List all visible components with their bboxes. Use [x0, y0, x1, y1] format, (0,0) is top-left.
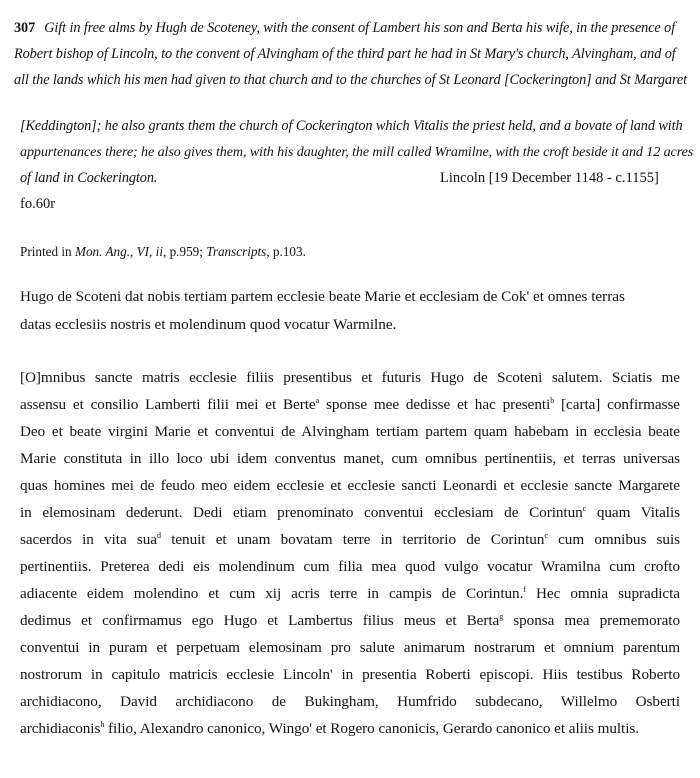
- charter-heading-line-1: 307 Gift in free alms by Hugh de Scoteney, with the consent of Lambert his son and Berta his wife, in the presence of: [14, 20, 676, 36]
- charter-text-line-14: archidiaconis$^h$ filio, Alexandro canonico, Wingo' et Rogero canonicis, Gerardo canonico et aliis multis.: [20, 719, 640, 737]
- footnote-marker-a: a: [315, 395, 320, 405]
- summary-line-2: datas ecclesiis nostris et molendinum quod vocatur Warmilne.: [20, 316, 397, 333]
- charter-text-line-4: Marie constituta in illo loco ubi idem conventus manet, cum omnibus pertinentiis, et terras universas: [20, 450, 680, 467]
- footnote-marker-c2: c: [544, 530, 548, 540]
- charter-text-line-3: Deo et beate virgini Marie et conventui de Alvingham tertiam partem quam habebam in ecclesia beate: [20, 423, 680, 440]
- footnote-marker-d: d: [157, 530, 161, 540]
- summary-line-1: Hugo de Scoteni dat nobis tertiam partem ecclesie beate Marie et ecclesiam de Cok' et omnes terras: [20, 288, 625, 305]
- charter-number: 307: [14, 20, 36, 36]
- printed-in-note: Printed in Mon. Ang., VI, ii, p.959; Transcripts, p.103.: [20, 244, 306, 259]
- footnote-marker-h: h: [100, 719, 105, 729]
- charter-text-line-11: conventui in puram et perpetuam elemosinam pro salute animarum nostrarum et omnium parentum: [20, 639, 680, 656]
- charter-text-line-9: adiacente eidem molendino et cum xij acris terre in campis de Corintun.$^f$ Hec omnia supradicta: [20, 584, 680, 602]
- charter-text-line-7: sacerdos in vita sua$^d$ tenuit et unam bovatam terre in territorio de Corintun$^c$ cum omnibus suis: [20, 530, 680, 548]
- footnote-marker-c: c: [582, 503, 587, 513]
- charter-heading-line-2: Robert bishop of Lincoln, to the convent of Alvingham of the third part he had in St Mary's church, Alvingham, and of: [14, 46, 676, 62]
- footnote-marker-b: b: [550, 395, 555, 405]
- charter-heading-line-5: appurtenances there; he also gives them, with his daughter, the mill called Wramilne, with the croft beside it and 12 acres: [20, 144, 694, 160]
- charter-heading-line-4: [Keddington]; he also grants them the church of Cockerington which Vitalis the priest held, and a bovate of land with: [20, 118, 683, 134]
- footnote-marker-f: f: [523, 584, 526, 594]
- charter-text-line-1: [O]mnibus sancte matris ecclesie filiis presentibus et futuris Hugo de Scoteni salutem. Sciatis me: [20, 369, 680, 386]
- footnote-marker-g: g: [499, 611, 504, 621]
- charter-text-line-5: quas homines mei de feudo meo eidem ecclesie et ecclesie sancti Leonardi et ecclesie sancte Margarete: [20, 477, 680, 494]
- charter-date: Lincoln [19 December 1148 - c.1155]: [440, 170, 659, 186]
- charter-text-line-13: archidiacono, David archidiacono de Bukingham, Humfrido subdecano, Willelmo Osberti: [20, 693, 680, 710]
- charter-text-line-8: pertinentiis. Preterea dedi eis molendinum cum filia mea quod vulgo vocatur Wramilna cum crofto: [20, 558, 680, 575]
- charter-text-line-2: assensu et consilio Lamberti filii mei et Berte$^a$ sponse mee dedisse et hac presenti$^b$ [carta] confirmasse: [20, 395, 680, 413]
- charter-text-line-10: dedimus et confirmamus ego Hugo et Lambertus filius meus et Berta$^g$ sponsa mea prememorato: [20, 611, 680, 629]
- charter-heading-line-3: all the lands which his men had given to that church and to the churches of St Leonard [Cockerington] and St Margaret: [14, 72, 688, 88]
- charter-text-line-12: nostrorum in capitulo matricis ecclesie Lincoln' in presentia Roberti episcopi. Hiis testibus Roberto: [20, 666, 680, 683]
- charter-heading-line-6: of land in Cockerington.: [20, 170, 158, 186]
- folio-reference: fo.60r: [20, 196, 56, 212]
- charter-text-line-6: in elemosinam dederunt. Dedi etiam prenominato conventui ecclesiam de Corintun$^c$ quam Vitalis: [20, 503, 680, 521]
